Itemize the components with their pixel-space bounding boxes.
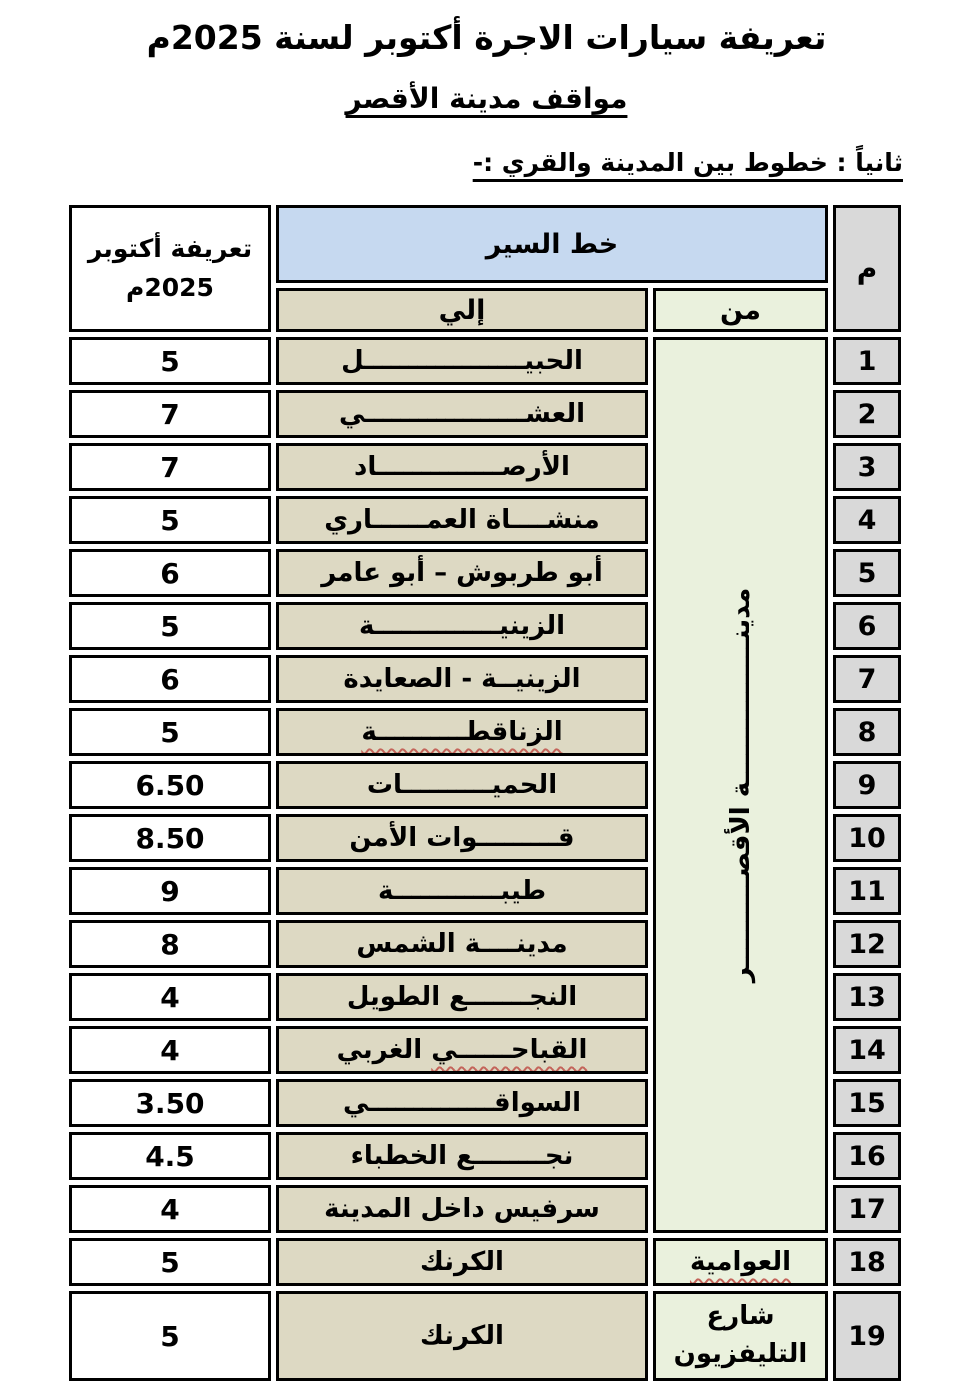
fare-header-line2: 2025م	[126, 273, 214, 302]
page-title: تعريفة سيارات الاجرة أكتوبر لسنة 2025م	[146, 18, 827, 57]
fare-cell: 5	[69, 496, 271, 544]
table-row	[69, 1238, 901, 1286]
from-header-cell: من	[653, 288, 828, 332]
row-number-cell: 11	[833, 867, 901, 915]
section-heading: ثانياً : خطوط بين المدينة والقري :-	[472, 148, 903, 177]
fare-cell: 7	[69, 390, 271, 438]
to-cell: الكرنك	[276, 1238, 648, 1286]
fare-cell: 6.50	[69, 761, 271, 809]
row-number-cell: 4	[833, 496, 901, 544]
misspelled-word: العوامية	[689, 1247, 792, 1277]
fare-cell: 4	[69, 1026, 271, 1074]
fare-cell: 4	[69, 973, 271, 1021]
to-cell: الزينيــــــــــــــة	[276, 602, 648, 650]
row-number-cell: 6	[833, 602, 901, 650]
from-cell: شارع التليفزيون	[653, 1291, 828, 1381]
fare-cell: 9	[69, 867, 271, 915]
to-cell: قـــــــــوات الأمن	[276, 814, 648, 862]
to-cell: النجـــــــع الطويل	[276, 973, 648, 1021]
to-cell: مدينــــة الشمس	[276, 920, 648, 968]
row-number-cell: 13	[833, 973, 901, 1021]
route-header-cell: خط السير	[276, 205, 828, 283]
fare-cell: 5	[69, 602, 271, 650]
to-cell: الحبيــــــــــــــــــل	[276, 337, 648, 385]
fare-cell: 6	[69, 655, 271, 703]
table-row	[69, 1291, 901, 1381]
row-number-cell: 14	[833, 1026, 901, 1074]
row-number-cell: 15	[833, 1079, 901, 1127]
row-number-cell: 9	[833, 761, 901, 809]
fare-cell: 4.5	[69, 1132, 271, 1180]
fare-header-line1: تعريفة أكتوبر	[87, 234, 253, 263]
header-row-1	[69, 205, 901, 283]
to-cell: طيبــــــــــــة	[276, 867, 648, 915]
fare-cell: 3.50	[69, 1079, 271, 1127]
from-city-merged-cell	[653, 337, 828, 1233]
fare-cell: 5	[69, 708, 271, 756]
from-city-vertical-label: مدينــــــــــــــــة الأقصــــــــــر	[725, 587, 756, 983]
num-header-cell: م	[833, 205, 901, 332]
to-header-cell: إلي	[276, 288, 648, 332]
to-cell: منشــــاة العمــــــاري	[276, 496, 648, 544]
fare-cell: 4	[69, 1185, 271, 1233]
to-cell: الأرصــــــــــــــاد	[276, 443, 648, 491]
to-cell: أبو طربوش – أبو عامر	[276, 549, 648, 597]
page-subtitle: مواقف مدينة الأقصر	[345, 82, 628, 115]
fare-table-body	[69, 205, 901, 1381]
fare-cell: 5	[69, 337, 271, 385]
row-number-cell: 12	[833, 920, 901, 968]
row-number-cell: 5	[833, 549, 901, 597]
fare-cell: 7	[69, 443, 271, 491]
row-number-cell: 18	[833, 1238, 901, 1286]
row-number-cell: 1	[833, 337, 901, 385]
misspelled-word: القباحــــــي	[431, 1035, 588, 1065]
to-cell: القباحــــــي الغربي	[276, 1026, 648, 1074]
row-number-cell: 16	[833, 1132, 901, 1180]
fare-cell: 6	[69, 549, 271, 597]
row-number-cell: 3	[833, 443, 901, 491]
row-number-cell: 19	[833, 1291, 901, 1381]
fare-cell: 8	[69, 920, 271, 968]
to-cell: الزينيــة - الصعايدة	[276, 655, 648, 703]
fare-cell: 5	[69, 1291, 271, 1381]
misspelled-word: الزناقطــــــــــة	[361, 717, 563, 747]
row-number-cell: 7	[833, 655, 901, 703]
row-number-cell: 8	[833, 708, 901, 756]
to-cell: سرفيس داخل المدينة	[276, 1185, 648, 1233]
fare-cell: 5	[69, 1238, 271, 1286]
to-cell	[276, 708, 648, 756]
fare-header-cell	[69, 205, 271, 332]
row-number-cell: 10	[833, 814, 901, 862]
to-cell: الكرنك	[276, 1291, 648, 1381]
fare-cell: 8.50	[69, 814, 271, 862]
row-number-cell: 2	[833, 390, 901, 438]
table-row	[69, 337, 901, 385]
from-cell	[653, 1238, 828, 1286]
row-number-cell: 17	[833, 1185, 901, 1233]
fare-table	[64, 200, 906, 1386]
to-cell: الحميــــــــــات	[276, 761, 648, 809]
to-cell: العشــــــــــــــــــي	[276, 390, 648, 438]
to-cell: نجــــــــع الخطباء	[276, 1132, 648, 1180]
to-cell: السواقــــــــــــــي	[276, 1079, 648, 1127]
